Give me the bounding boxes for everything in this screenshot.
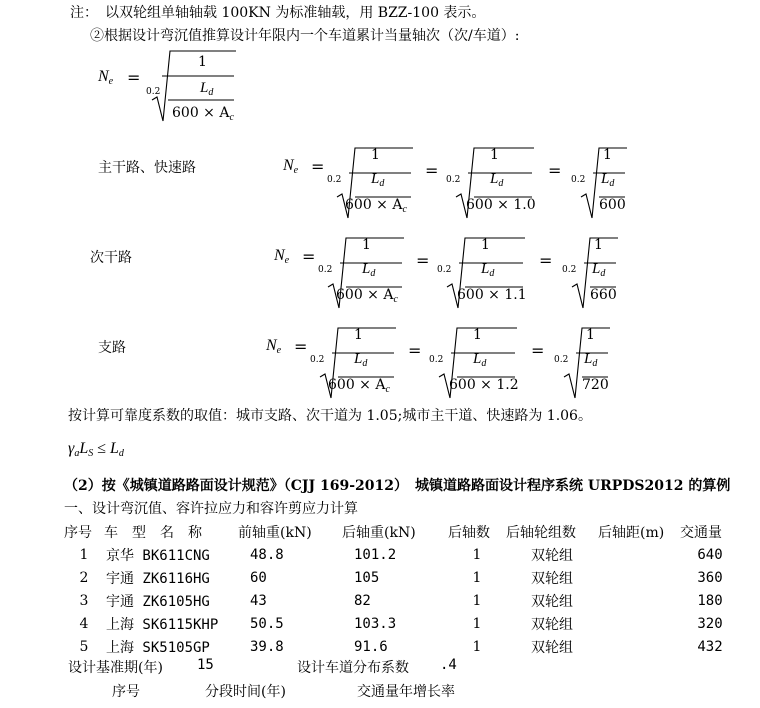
table-cell — [598, 635, 680, 658]
table-header-cell: 车 型 名 称 — [104, 524, 202, 541]
numerator-one: 1 — [362, 237, 371, 253]
gamma-formula: $\gamma_aL_S \le L_d$ — [68, 440, 124, 459]
denominator-general: $600 \times A_c$ — [336, 287, 398, 305]
table-cell: 2 — [79, 569, 89, 586]
numerator-one: 1 — [603, 147, 612, 163]
table-cell: 48.8 — [250, 546, 284, 563]
section2-subtitle: 一、设计弯沉值、容许拉应力和容许剪应力计算 — [64, 501, 358, 517]
table-header-cell: 序号 — [64, 524, 92, 541]
denominator-value: 600 × 1.1 — [457, 287, 527, 303]
table-cell: 双轮组 — [531, 639, 573, 656]
growth-header-rate: 交通量年增长率 — [357, 684, 455, 700]
ld-symbol: $L_d$ — [584, 351, 598, 369]
growth-header-index: 序号 — [112, 684, 140, 700]
ne-symbol: $N_e$ — [274, 247, 290, 266]
equals-sign: = — [408, 341, 422, 360]
equals-sign: = — [311, 157, 325, 176]
equals-sign: = — [416, 251, 430, 270]
numerator-one: 1 — [490, 147, 499, 163]
denominator-general: $600 \times A_c$ — [328, 377, 390, 395]
table-cell: 1 — [472, 615, 482, 632]
table-cell: 宇通 ZK6116HG — [106, 570, 210, 587]
table-header-cell: 后轴数 — [448, 524, 490, 541]
denominator-simplified: 660 — [590, 287, 617, 303]
root-index: 0.2 — [146, 87, 161, 97]
table-cell: 640 — [697, 546, 723, 563]
table-row — [64, 543, 740, 566]
table-cell: 京华 BK611CNG — [106, 547, 210, 564]
numerator-one: 1 — [481, 237, 490, 253]
table-header-cell: 前轴重(kN) — [238, 524, 312, 541]
numerator-one: 1 — [586, 327, 595, 343]
ld-symbol: $L_d$ — [354, 351, 368, 369]
table-cell: 4 — [79, 615, 89, 632]
table-cell: 180 — [697, 592, 723, 609]
denominator-general: $600 \times A_c$ — [172, 105, 234, 123]
table-cell: 1 — [79, 546, 89, 563]
table-cell: 宇通 ZK6105HG — [106, 593, 210, 610]
ld-symbol: $L_d$ — [490, 171, 504, 189]
root-index: 0.2 — [327, 175, 342, 185]
denominator-value: 600 × 1.0 — [466, 197, 536, 213]
root-index: 0.2 — [446, 175, 461, 185]
table-cell: 3 — [79, 592, 89, 609]
table-cell: 5 — [79, 638, 89, 655]
denominator-simplified: 600 — [599, 197, 626, 213]
root-index: 0.2 — [429, 355, 444, 365]
road-label: 次干路 — [90, 250, 132, 266]
ld-symbol: $L_d$ — [592, 261, 606, 279]
table-cell: 上海 SK6115KHP — [106, 616, 219, 633]
numerator-one: 1 — [473, 327, 482, 343]
equals-sign: = — [302, 247, 316, 266]
item2-line: ②根据设计弯沉值推算设计年限内一个车道累计当量轴次（次/车道）: — [90, 28, 520, 44]
table-cell: 1 — [472, 546, 482, 563]
ld-symbol: $L_d$ — [200, 80, 214, 98]
table-cell: 43 — [250, 592, 267, 609]
design-period-label: 设计基准期(年) — [68, 660, 163, 676]
ld-symbol: $L_d$ — [473, 351, 487, 369]
lane-coef-label: 设计车道分布系数 — [297, 660, 409, 676]
table-cell — [598, 612, 680, 635]
root-index: 0.2 — [310, 355, 325, 365]
numerator-one: 1 — [198, 54, 207, 70]
table-row — [64, 589, 740, 612]
ne-symbol: $N_e$ — [98, 68, 114, 87]
table-header-row — [64, 520, 740, 543]
table-cell: 1 — [472, 569, 482, 586]
equals-sign: = — [539, 251, 553, 270]
numerator-one: 1 — [371, 147, 380, 163]
ld-symbol: $L_d$ — [371, 171, 385, 189]
root-index: 0.2 — [318, 265, 333, 275]
table-header-cell: 后轴距(m) — [598, 524, 665, 541]
table-row — [64, 566, 740, 589]
table-header-cell: 后轴重(kN) — [342, 524, 416, 541]
table-cell: 103.3 — [354, 615, 397, 632]
table-cell — [598, 566, 680, 589]
root-index: 0.2 — [554, 355, 569, 365]
denominator-general: $600 \times A_c$ — [345, 197, 407, 215]
equals-sign: = — [548, 161, 562, 180]
road-label: 支路 — [98, 340, 126, 356]
root-index: 0.2 — [437, 265, 452, 275]
root-index: 0.2 — [571, 175, 586, 185]
table-cell: 320 — [697, 615, 723, 632]
ne-symbol: $N_e$ — [283, 157, 299, 176]
table-cell: 双轮组 — [531, 593, 573, 610]
table-cell: 1 — [472, 592, 482, 609]
table-cell: 360 — [697, 569, 723, 586]
table-cell — [598, 589, 680, 612]
table-row — [64, 612, 740, 635]
table-row — [64, 635, 740, 658]
table-cell: 39.8 — [250, 638, 284, 655]
table-cell: 432 — [697, 638, 723, 655]
root-index: 0.2 — [562, 265, 577, 275]
table-cell: 50.5 — [250, 615, 284, 632]
table-cell — [598, 543, 680, 566]
table-header-cell: 后轴轮组数 — [506, 524, 576, 541]
numerator-one: 1 — [594, 237, 603, 253]
ld-symbol: $L_d$ — [481, 261, 495, 279]
table-cell: 上海 SK5105GP — [106, 639, 210, 656]
equals-sign: = — [425, 161, 439, 180]
reliability-line: 按计算可靠度系数的取值：城市支路、次干道为 1.05;城市主干道、快速路为 1.06。 — [68, 408, 592, 424]
numerator-one: 1 — [354, 327, 363, 343]
table-cell: 60 — [250, 569, 267, 586]
road-label: 主干路、快速路 — [98, 160, 196, 176]
vehicle-table — [64, 520, 740, 658]
equals-sign: = — [531, 341, 545, 360]
equals-sign: = — [294, 337, 308, 356]
equals-sign: = — [127, 68, 141, 87]
ld-symbol: $L_d$ — [601, 171, 615, 189]
table-cell: 82 — [354, 592, 371, 609]
note-line: 注： 以双轮组单轴轴载 100KN 为标准轴载，用 BZZ-100 表示。 — [70, 5, 486, 21]
denominator-simplified: 720 — [582, 377, 609, 393]
table-cell: 101.2 — [354, 546, 397, 563]
table-cell: 双轮组 — [531, 616, 573, 633]
table-cell: 双轮组 — [531, 547, 573, 564]
denominator-value: 600 × 1.2 — [449, 377, 519, 393]
table-cell: 91.6 — [354, 638, 388, 655]
table-header-cell: 交通量 — [680, 524, 722, 541]
ld-symbol: $L_d$ — [362, 261, 376, 279]
table-cell: 105 — [354, 569, 380, 586]
design-period-value: 15 — [197, 657, 214, 673]
growth-header-period: 分段时间(年) — [205, 684, 286, 700]
table-cell: 双轮组 — [531, 570, 573, 587]
table-cell: 1 — [472, 638, 482, 655]
lane-coef-value: .4 — [440, 657, 457, 673]
ne-symbol: $N_e$ — [266, 337, 282, 356]
section2-title: （2）按《城镇道路路面设计规范》（CJJ 169-2012） 城镇道路路面设计程序系统 URPDS2012 的算例 — [64, 478, 731, 494]
